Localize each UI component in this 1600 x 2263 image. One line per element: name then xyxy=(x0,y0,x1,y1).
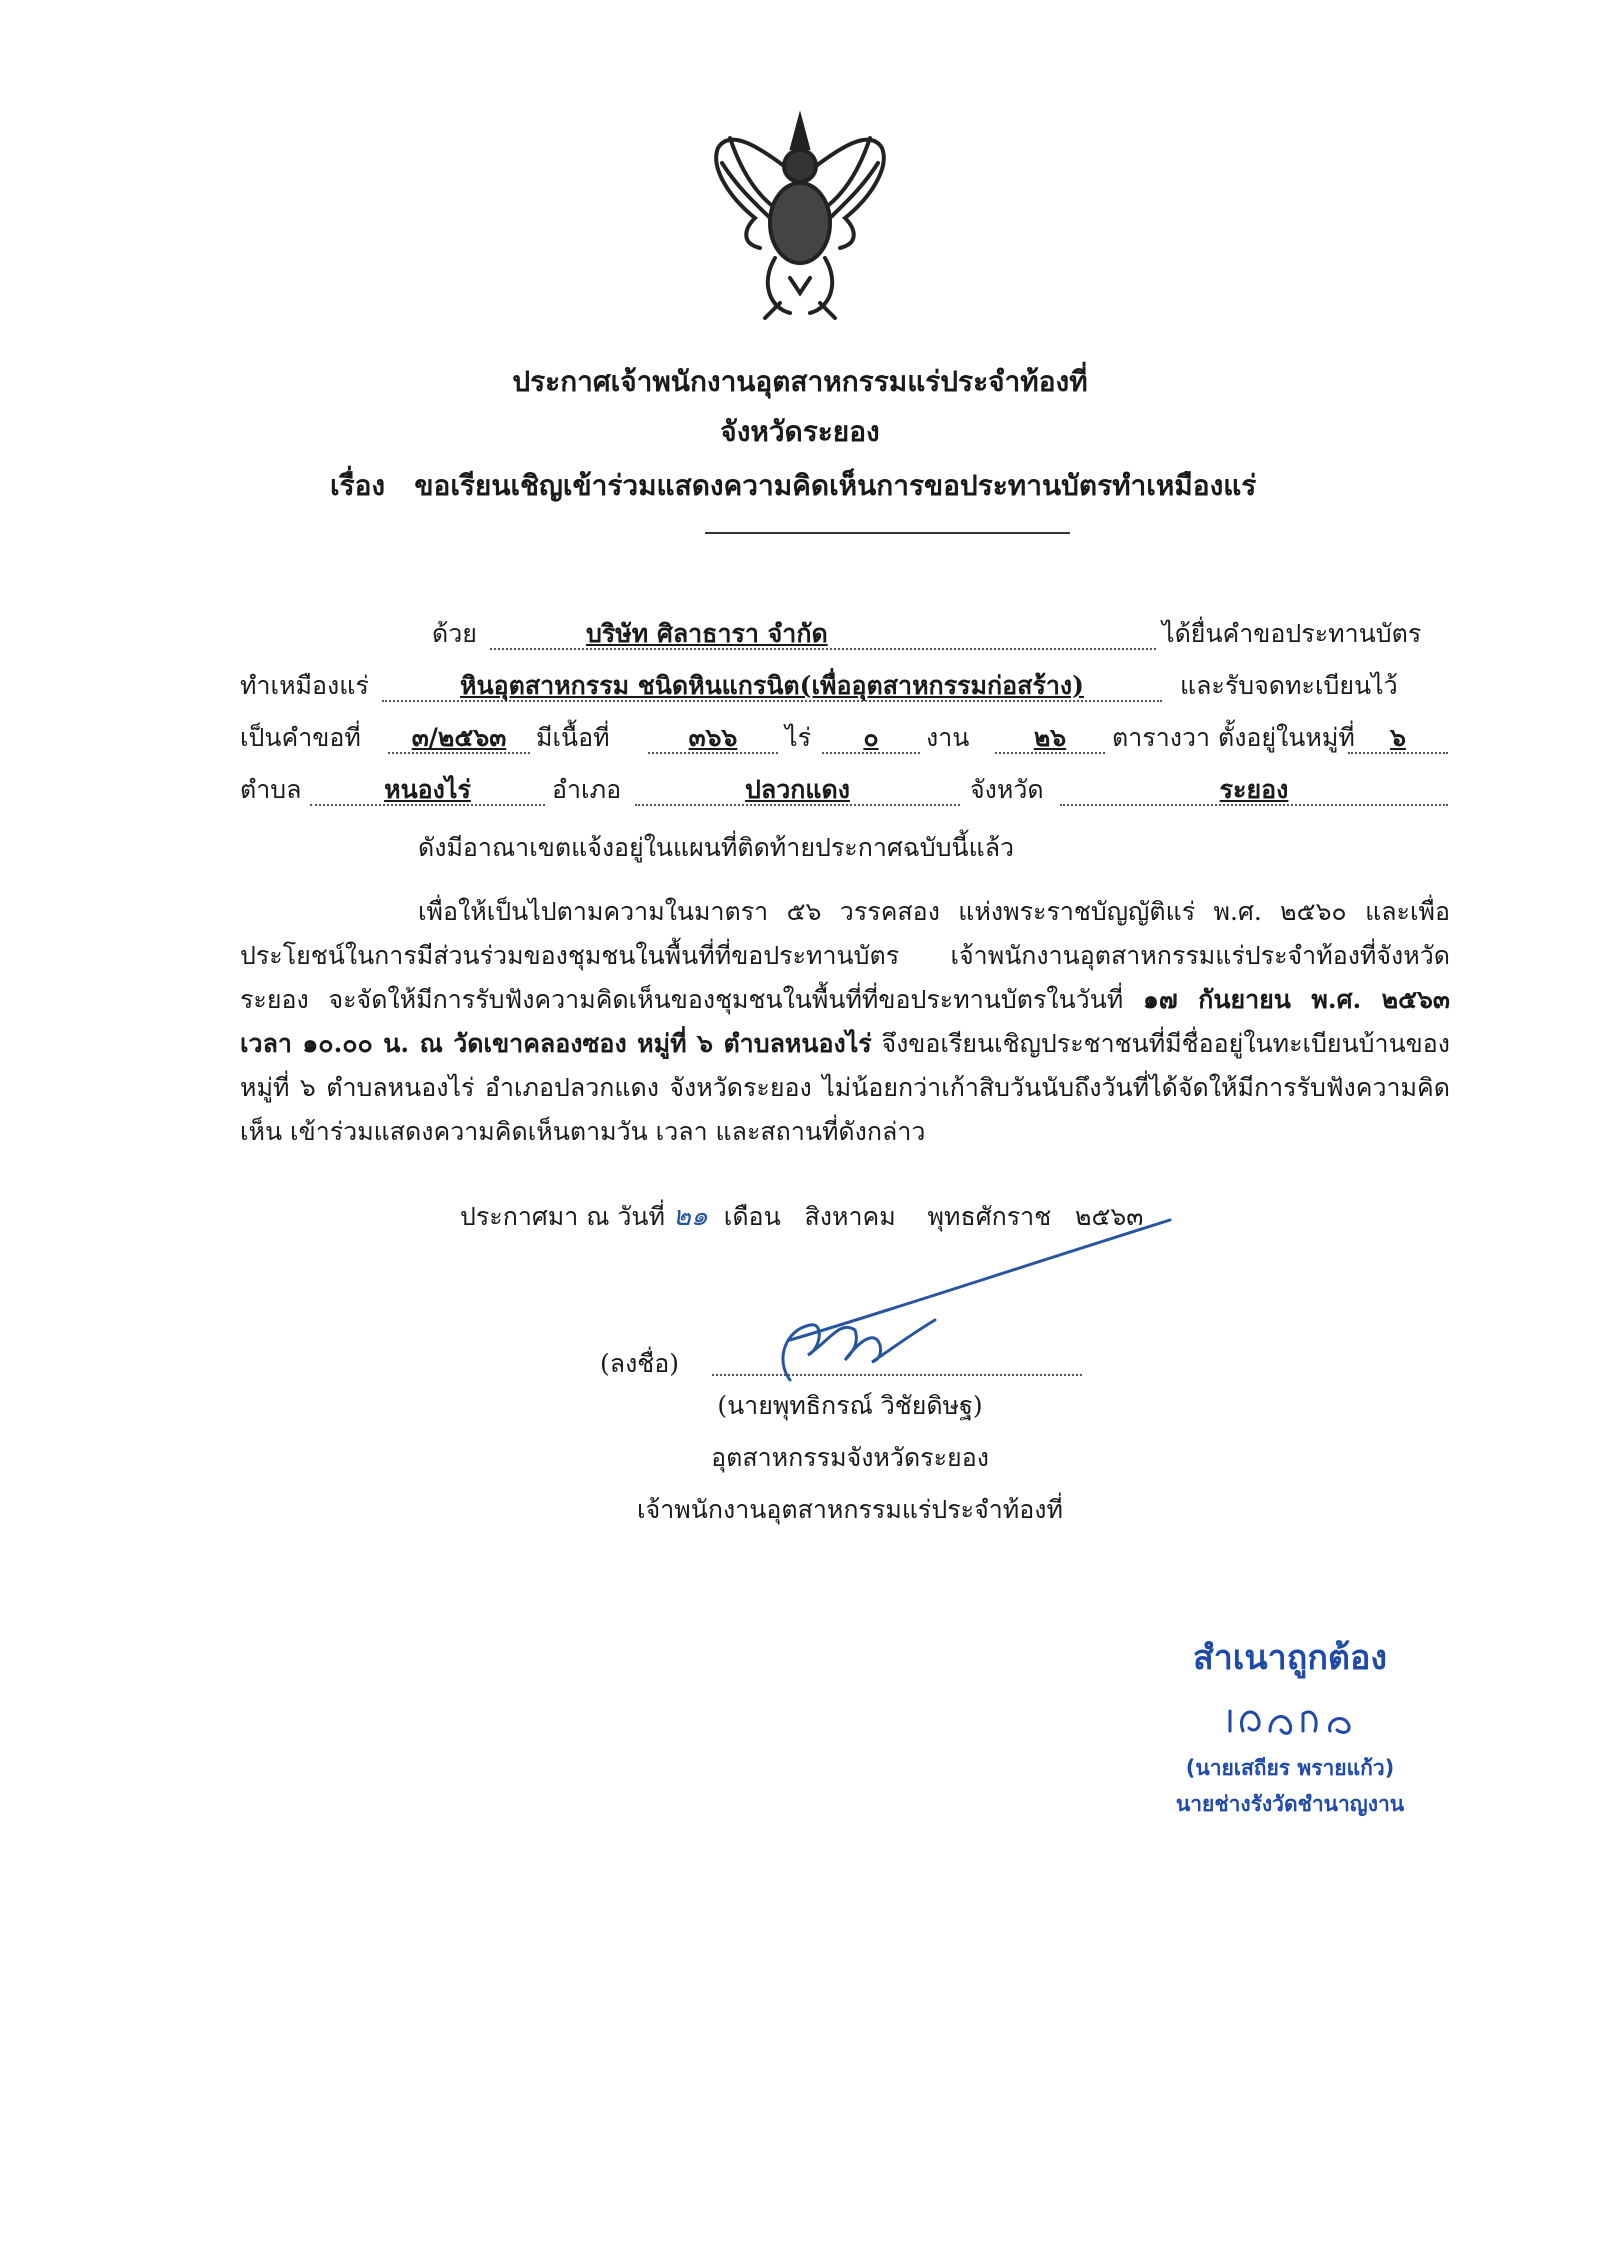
map-note: ดังมีอาณาเขตแจ้งอยู่ในแผนที่ติดท้ายประกาศฉบับนี้แล้ว xyxy=(418,833,1015,862)
date-day: ๒๑ xyxy=(672,1201,708,1232)
area-label: มีเนื้อที่ xyxy=(536,723,610,752)
header-line1: ประกาศเจ้าพนักงานอุตสาหกรรมแร่ประจำท้องที่ xyxy=(512,365,1088,398)
date-month: สิงหาคม xyxy=(804,1202,896,1231)
registered-label: และรับจดทะเบียนไว้ xyxy=(1180,671,1398,700)
title-underline xyxy=(705,532,1070,534)
province-field: ระยอง xyxy=(1060,772,1448,806)
date-prefix: ประกาศมา ณ วันที่ xyxy=(460,1202,665,1231)
subject-text: ขอเรียนเชิญเข้าร่วมแสดงความคิดเห็นการขอประทานบัตรทำเหมืองแร่ xyxy=(414,469,1257,502)
month-label: เดือน xyxy=(723,1202,781,1231)
form-line-1 xyxy=(240,612,1450,656)
header-line2: จังหวัดระยอง xyxy=(720,415,880,448)
amphoe-field: ปลวกแดง xyxy=(635,772,960,806)
sign-label: (ลงชื่อ) xyxy=(600,1349,680,1378)
mine-label: ทำเหมืองแร่ xyxy=(240,671,369,700)
ngan-field: ๐ xyxy=(822,720,920,754)
meeting-details: ๑๗ กันยายน พ.ศ. ๒๕๖๓ เวลา ๑๐.๐๐ น. ณ วัดเขาคลองซอง หมู่ที่ ๖ ตำบลหนองไร่ xyxy=(240,985,1451,1058)
tambon-label: ตำบล xyxy=(240,775,302,804)
province-label: จังหวัด xyxy=(970,775,1044,804)
year-label: พุทธศักราช xyxy=(927,1202,1052,1231)
request-label: เป็นคำขอที่ xyxy=(240,723,361,752)
request-no-field: ๓/๒๕๖๓ xyxy=(388,720,530,754)
form-line-2 xyxy=(240,664,1450,708)
filed-label: ได้ยื่นคำขอประทานบัตร xyxy=(1158,612,1421,656)
subject-line xyxy=(330,466,1370,506)
certified-title: สำเนาถูกต้อง xyxy=(1192,1638,1388,1678)
handwritten-signature-icon xyxy=(760,1300,940,1390)
moo-field: ๖ xyxy=(1348,720,1448,754)
certifier-name: (นายเสถียร พรายแก้ว) xyxy=(1185,1756,1395,1780)
mineral-field: หินอุตสาหกรรม ชนิดหินแกรนิต(เพื่ออุตสาหกรรมก่อสร้าง) xyxy=(382,668,1162,702)
signer-position-1: อุตสาหกรรมจังหวัดระยอง xyxy=(711,1443,989,1472)
form-line-3 xyxy=(240,716,1450,760)
rai-field: ๓๖๖ xyxy=(648,720,778,754)
signer-name: (นายพุทธิกรณ์ วิชัยดิษฐ) xyxy=(717,1391,983,1420)
amphoe-label: อำเภอ xyxy=(552,775,622,804)
certified-copy-stamp xyxy=(1120,1630,1460,1822)
ngan-label: งาน xyxy=(926,723,970,752)
date-year: ๒๕๖๓ xyxy=(1075,1202,1144,1231)
garuda-emblem-icon xyxy=(700,108,900,323)
form-line-4 xyxy=(240,768,1450,812)
company-field: บริษัท ศิลาธารา จำกัด xyxy=(490,616,1400,650)
wa-field: ๒๖ xyxy=(995,720,1105,754)
certifier-signature-icon xyxy=(1215,1686,1365,1746)
by-label: ด้วย xyxy=(432,619,477,648)
certifier-position: นายช่างรังวัดชำนาญงาน xyxy=(1175,1792,1405,1816)
tambon-field: หนองไร่ xyxy=(310,772,545,806)
main-paragraph: เพื่อให้เป็นไปตามความในมาตรา ๕๖ วรรคสอง แห่งพระราชบัญญัติแร่ พ.ศ. ๒๕๖๐ และเพื่อประโยชน์ในการมีส่วนร่วมของชุมชนในพื้นที่ที่ขอประทานบัตร เจ้าพนักงานอุตสาหกรรมแร่ประจำท้องที่จังหวัดระยอง จะจัดให้มีการรับฟังความคิดเห็นของชุมชนในพื้นที่ที่ขอประทานบัตรในวันที่ ๑๗ กันยายน พ.ศ. ๒๕๖๓ เวลา ๑๐.๐๐ น. ณ วัดเขาคลองซอง หมู่ที่ ๖ ตำบลหนองไร่ จึงขอเรียนเชิญประชาชนที่มีชื่ออยู่ในทะเบียนบ้านของหมู่ที่ ๖ ตำบลหนองไร่ อำเภอปลวกแดง จังหวัดระยอง ไม่น้อยกว่าเก้าสิบวันนับถึงวันที่ได้จัดให้มีการรับฟังความคิดเห็น เข้าร่วมแสดงความคิดเห็นตามวัน เวลา และสถานที่ดังกล่าว xyxy=(240,897,1451,1146)
body-text xyxy=(240,826,1450,1154)
signer-position-2: เจ้าพนักงานอุตสาหกรรมแร่ประจำท้องที่ xyxy=(637,1495,1063,1524)
subject-prefix: เรื่อง xyxy=(330,469,386,502)
rai-label: ไร่ xyxy=(785,723,812,752)
wa-label: ตารางวา ตั้งอยู่ในหมู่ที่ xyxy=(1112,723,1355,752)
